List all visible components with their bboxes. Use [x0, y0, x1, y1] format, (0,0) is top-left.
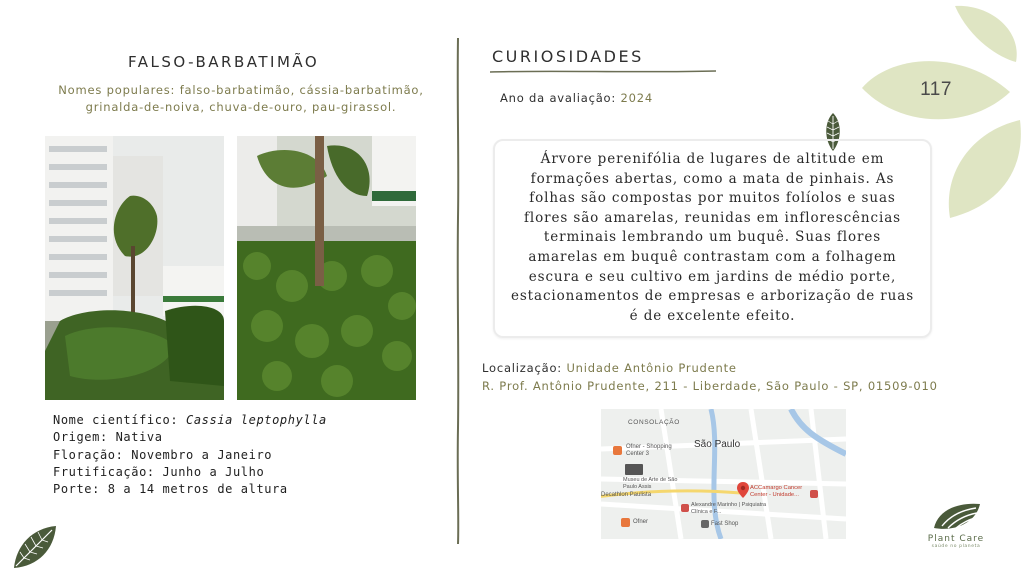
map-district-label: CONSOLAÇÃO — [628, 419, 680, 426]
brand-name: Plant Care — [927, 534, 985, 544]
leaf-shape — [955, 6, 1017, 62]
map-poi-alexandre: Alexandre Marinho | Psiquiatra Clínica e F... — [691, 502, 767, 515]
leaf-shape — [949, 120, 1021, 218]
location-label: Localização: — [482, 361, 562, 375]
title-underline — [490, 69, 716, 74]
map-poi-decathlon: Decathlon Paulista — [601, 492, 652, 498]
popular-names-value: falso-barbatimão, cássia-barbatimão, grinalda-de-noiva, chuva-de-ouro, pau-girassol. — [85, 83, 424, 114]
map-poi-museum: Museu de Arte de São Paulo Assis — [623, 477, 678, 490]
hospital-icon — [681, 504, 689, 512]
shopping-icon — [621, 518, 630, 527]
size: Porte: 8 a 14 metros de altura — [53, 482, 288, 497]
map-poi-accamargo: ACCamargo Cancer Center - Unidade... — [750, 485, 803, 498]
evaluation-year-value: 2024 — [620, 91, 654, 105]
flowering: Floração: Novembro a Janeiro — [53, 447, 273, 462]
shopping-icon — [613, 446, 622, 455]
fruiting: Frutificação: Junho a Julho — [53, 464, 265, 479]
map-poi-shopping: Ofner - Shopping Center 3 — [626, 444, 672, 457]
popular-names — [36, 82, 446, 116]
brand-logo — [916, 500, 996, 549]
brand-tagline: saúde no planeta — [931, 544, 981, 549]
map-poi-fastshop: Fast Shop — [711, 521, 739, 527]
evaluation-year-label: Ano da avaliação: — [500, 91, 617, 105]
column-divider — [456, 38, 460, 544]
plant-title: FALSO-BARBATIMÃO — [128, 53, 320, 71]
origin: Origem: Nativa — [53, 430, 163, 445]
scientific-name-label: Nome científico: — [53, 413, 179, 427]
page-number: 117 — [920, 79, 952, 100]
map-city-label: São Paulo — [694, 439, 741, 450]
plant-facts — [53, 412, 327, 498]
map-poi-ofner: Ofner — [633, 519, 649, 525]
plant-photo-garden — [237, 136, 416, 400]
location-address: R. Prof. Antônio Prudente, 211 - Liberdade, São Paulo - SP, 01509-010 — [482, 378, 938, 393]
popular-names-label: Nomes populares: — [58, 83, 176, 97]
location-unit: Unidade Antônio Prudente — [566, 361, 737, 375]
leaf-icon — [10, 522, 60, 572]
location-info — [482, 360, 938, 395]
brand-leaf-icon — [930, 500, 982, 532]
location-row — [482, 360, 938, 378]
hospital-icon — [810, 490, 818, 498]
plant-photo-building — [45, 136, 224, 400]
store-icon — [701, 520, 709, 528]
location-map[interactable] — [601, 409, 846, 539]
description-card — [493, 139, 932, 338]
scientific-name: Cassia leptophylla — [186, 413, 327, 427]
evaluation-year — [500, 91, 653, 105]
museum-icon — [625, 464, 643, 475]
curiosities-title: CURIOSIDADES — [492, 47, 644, 66]
scientific-name-row — [53, 412, 327, 429]
description-text: Árvore perenifólia de lugares de altitude em formações abertas, como a mata de pinhais. As folhas são compostas por muitos folíolos e suas flores são amarelas, reunidas em inflorescências terminais lembrando um buquê. Suas flores amarelas em buquê contrastam com a folhagem escura e seu cultivo em jardins de médio porte, estacionamentos de empresas e arborização de ruas é de excelente efeito. — [510, 151, 915, 324]
